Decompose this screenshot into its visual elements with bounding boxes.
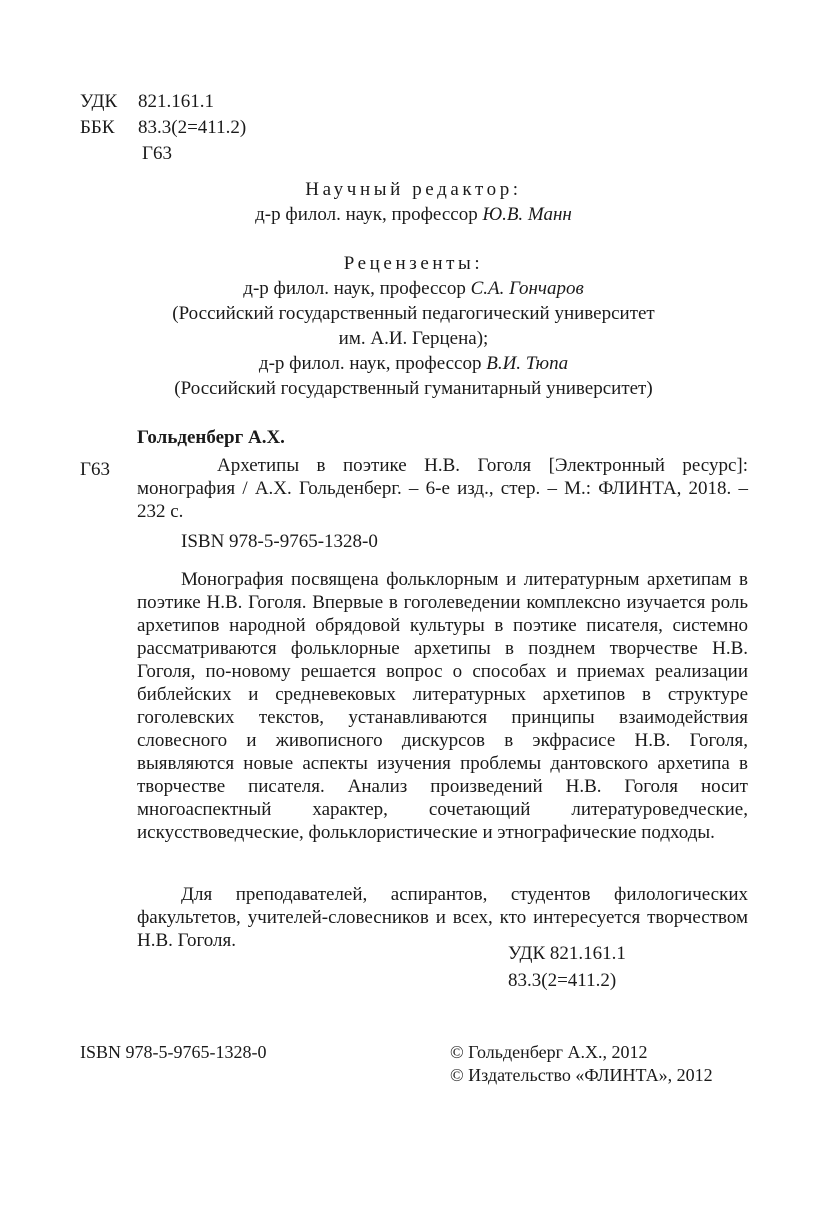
reviewer-1-name: С.А. Гончаров — [470, 278, 584, 299]
bbk-right: 83.3(2=411.2) — [508, 970, 617, 991]
reviewer-1-org-line1: (Российский государственный педагогический университет — [172, 303, 655, 324]
author-heading: Гольденберг А.Х. — [137, 427, 285, 448]
record-isbn: ISBN 978-5-9765-1328-0 — [181, 531, 378, 552]
reviewer-2-org: (Российский государственный гуманитарный университет) — [174, 378, 653, 399]
udk-row — [80, 92, 246, 118]
bbk-row — [80, 118, 246, 144]
udk-value: 821.161.1 — [138, 91, 214, 112]
footer-isbn: ISBN 978-5-9765-1328-0 — [80, 1042, 267, 1062]
editor-line — [0, 205, 827, 224]
editor-name: Ю.В. Манн — [482, 204, 572, 225]
title-description: Архетипы в поэтике Н.В. Гоголя [Электронный ресурс]: монография / А.Х. Гольденберг. – 6-е изд., стер. – М.: ФЛИНТА, 2018. – 232 с. — [137, 455, 748, 522]
reviewers-heading: Рецензенты: — [343, 253, 484, 274]
reviewer-2-name: В.И. Тюпа — [486, 353, 569, 374]
editor-heading: Научный редактор: — [305, 179, 522, 200]
reviewer-2-line — [0, 354, 827, 373]
reviewer-1-line — [0, 279, 827, 298]
author-sign: Г63 — [142, 143, 172, 164]
side-author-sign: Г63 — [80, 459, 110, 480]
bbk-label: ББК — [80, 117, 115, 138]
udk-right: УДК 821.161.1 — [508, 943, 626, 964]
copyright-publisher: © Издательство «ФЛИНТА», 2012 — [450, 1065, 713, 1085]
udk-label: УДК — [80, 91, 118, 112]
reviewer-1-credentials: д-р филол. наук, профессор — [243, 278, 471, 299]
editor-credentials: д-р филол. наук, профессор — [255, 204, 483, 225]
audience-paragraph: Для преподавателей, аспирантов, студентов филологических факультетов, учителей-словесников и всех, кто интересуется творчеством Н.В. Гоголя. — [137, 884, 748, 951]
copyright-author: © Гольденберг А.Х., 2012 — [450, 1042, 648, 1062]
annotation-paragraph: Монография посвящена фольклорным и литературным архетипам в поэтике Н.В. Гоголя. Впервые в гоголеведении комплексно изучается роль архетипов народной обрядовой культуры в поэтике писателя, системно рассматриваются фольклорные архетипы в позднем творчестве Н.В. Гоголя, по-новому решается вопрос о способах и приемах реализации библейских и средневековых литературных архетипов в структуре гоголевских текстов, устанавливаются принципы взаимодействия словесного и живописного дискурсов в экфрасисе Н.В. Гоголя, выявляются новые аспекты изучения проблемы дантовского архетипа в творчестве писателя. Анализ произведений Н.В. Гоголя носит многоаспектный характер, сочетающий литературоведческие, искусствоведческие, фольклористические и этнографические подходы. — [137, 569, 748, 843]
reviewer-1-org-line2: им. А.И. Герцена); — [338, 328, 489, 349]
classification-codes — [80, 92, 246, 170]
bbk-value: 83.3(2=411.2) — [138, 117, 247, 138]
reviewer-2-credentials: д-р филол. наук, профессор — [258, 353, 487, 374]
